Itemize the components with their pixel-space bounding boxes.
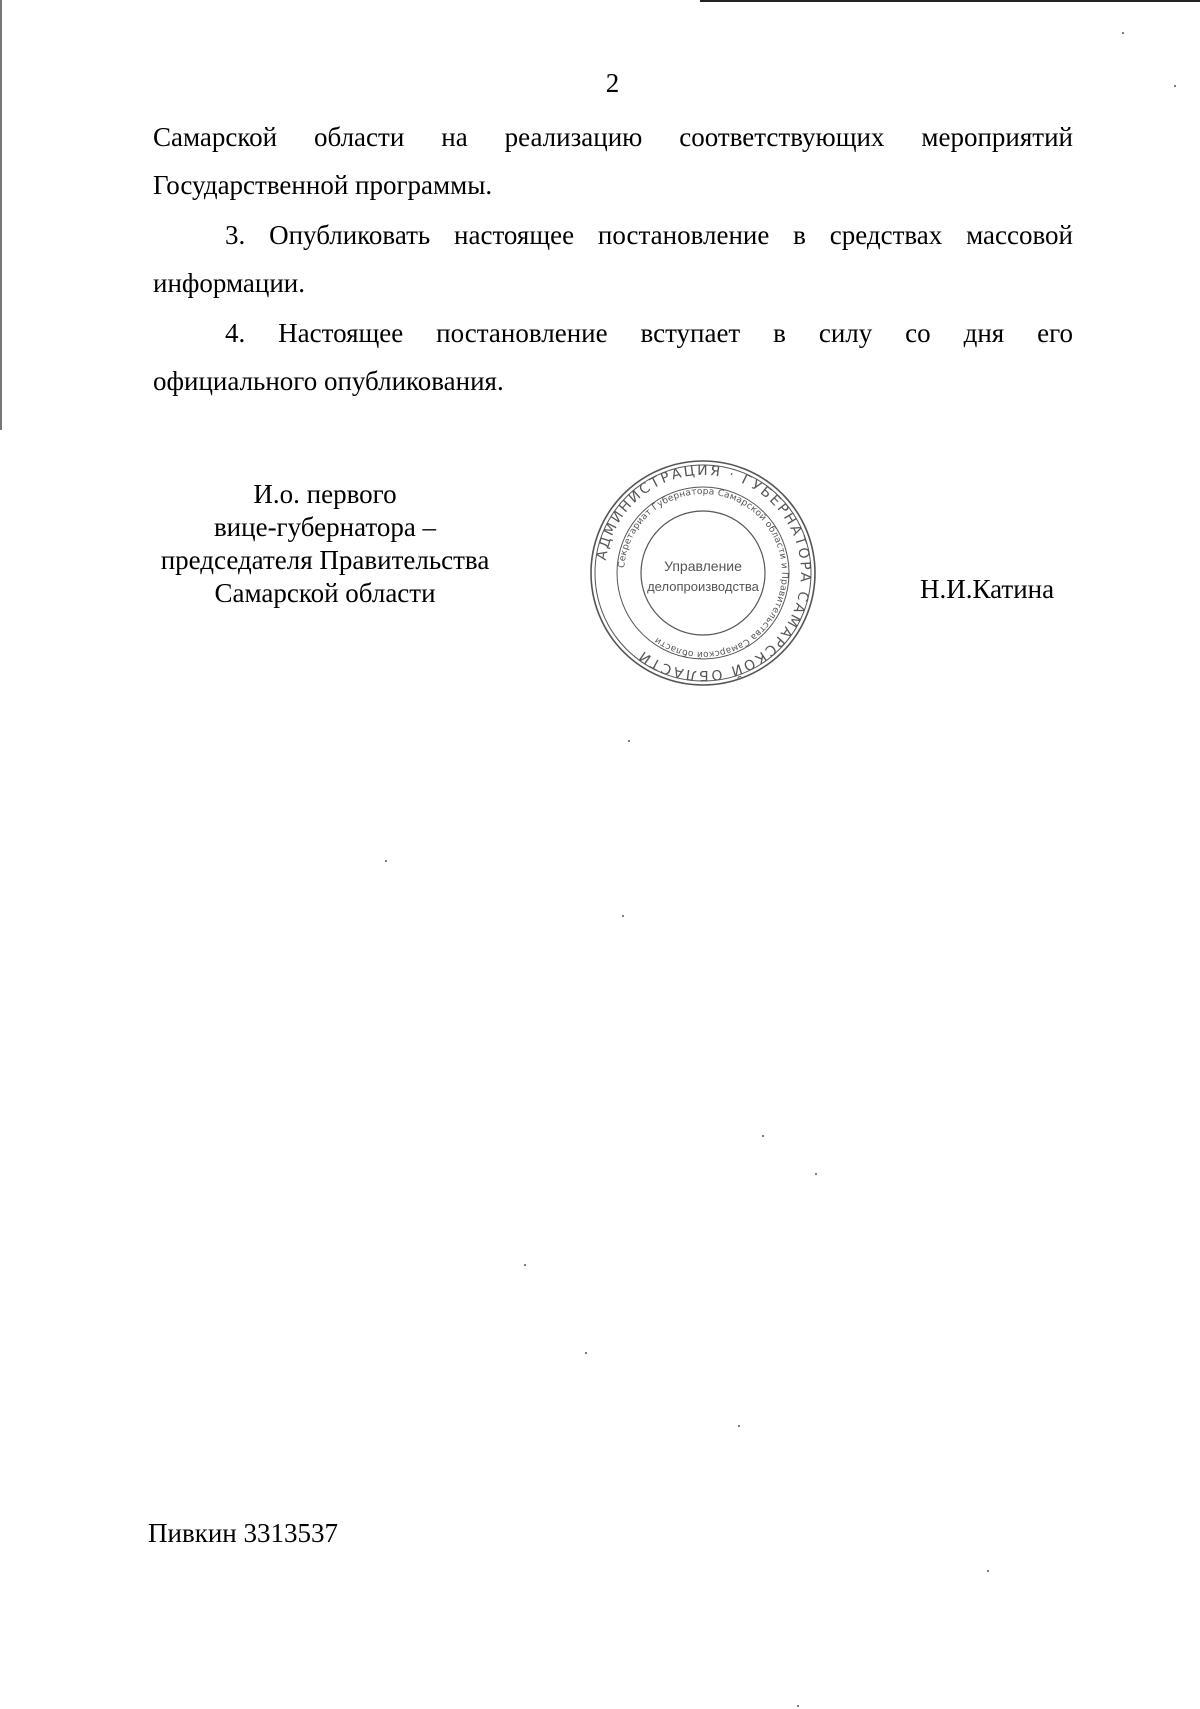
- scan-speck: [1174, 85, 1176, 87]
- scan-speck: [622, 915, 624, 917]
- signatory-position: [150, 478, 500, 610]
- scan-speck: [628, 740, 630, 742]
- paragraph-1-line-2: Государственной программы.: [153, 170, 493, 200]
- paragraph-2-tail: [153, 259, 1073, 307]
- paragraph-1: [153, 113, 1073, 161]
- scan-edge-left: [0, 0, 2, 430]
- signatory-position-line-1: И.о. первого: [253, 479, 397, 509]
- paragraph-1-line-1: Самарской области на реализацию соответствующих мероприятий: [153, 122, 1073, 152]
- stamp-outer-text-path: АДМИНИСТРАЦИЯ · ГУБЕРНАТОРА САМАРСКОЙ ОБЛАСТИ: [593, 462, 814, 684]
- scan-speck: [585, 1352, 587, 1354]
- scan-speck: [385, 860, 387, 862]
- paragraph-3: [153, 309, 1073, 357]
- scan-speck: [524, 1264, 526, 1266]
- stamp-center-line-1: Управление: [664, 558, 742, 574]
- scan-speck: [1122, 32, 1124, 34]
- paragraph-2: [153, 211, 1073, 259]
- stamp-inner-ring-text-path: Секретариат Губернатора Самарской области и Правительства Самарской области: [617, 486, 790, 660]
- paragraph-2-line-2: информации.: [153, 268, 305, 298]
- scan-speck: [738, 1425, 740, 1427]
- scan-speck: [797, 1705, 799, 1707]
- signatory-name: Н.И.Катина: [920, 574, 1055, 604]
- signatory-position-line-4: Самарской области: [214, 578, 436, 608]
- scan-speck: [815, 1173, 817, 1175]
- scan-speck: [987, 1570, 989, 1572]
- paragraph-3-line-1: 4. Настоящее постановление вступает в силу со дня его: [225, 318, 1073, 348]
- scan-speck: [762, 1135, 764, 1137]
- signatory-position-line-3: председателя Правительства: [160, 545, 490, 575]
- paragraph-3-tail: [153, 357, 1073, 405]
- signatory-position-line-2: вице-губернатора –: [213, 512, 437, 542]
- official-stamp: [588, 458, 818, 688]
- paragraph-1-tail: [153, 161, 1073, 209]
- executor-contact: Пивкин 3313537: [148, 1518, 338, 1548]
- page-number: 2: [605, 68, 620, 98]
- paragraph-2-line-1: 3. Опубликовать настоящее постановление в средствах массовой: [225, 220, 1073, 250]
- paragraph-3-line-2: официального опубликования.: [153, 366, 504, 396]
- stamp-center-line-2: делопроизводства: [647, 579, 759, 594]
- scan-edge-top: [700, 0, 1200, 2]
